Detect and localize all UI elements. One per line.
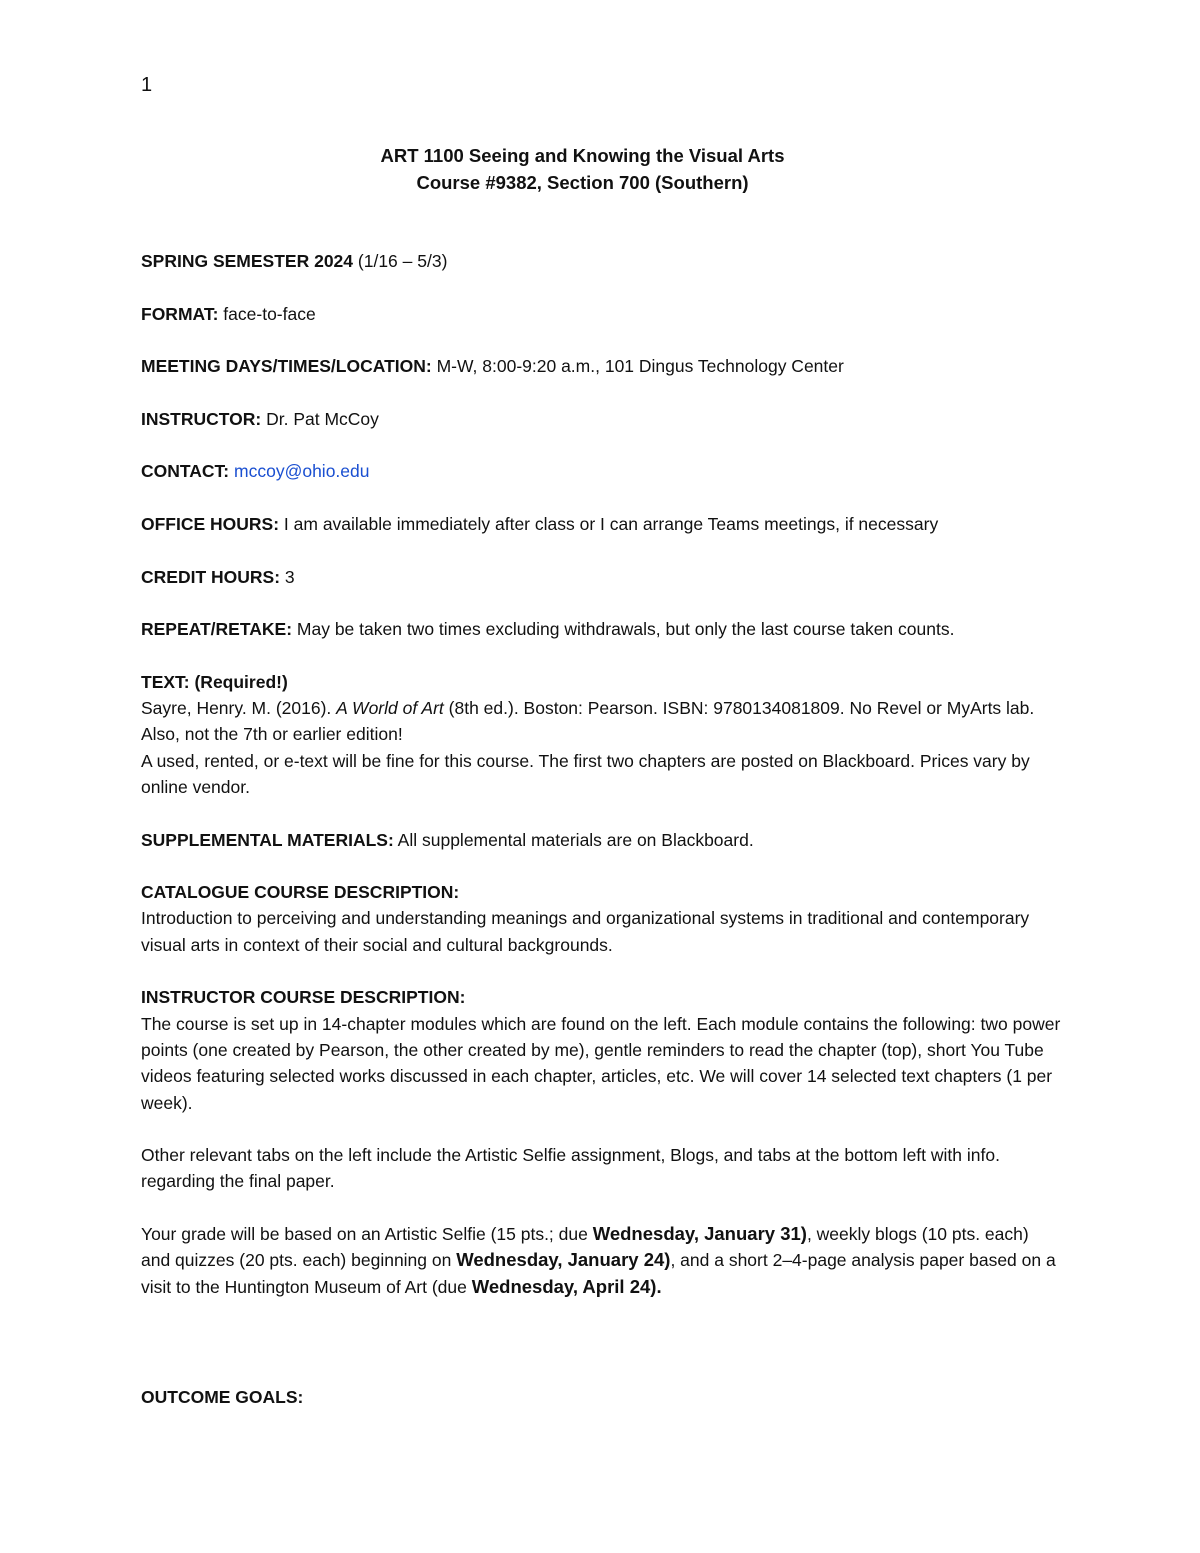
- meeting-field: [141, 353, 1061, 379]
- text-note: A used, rented, or e-text will be fine for this course. The first two chapters are posted on Blackboard. Prices vary by online vendor.: [141, 750, 1030, 797]
- course-header: [0, 142, 1165, 196]
- text-section: [141, 669, 1061, 800]
- office-hours-value: I am available immediately after class or I can arrange Teams meetings, if necessary: [279, 513, 939, 534]
- course-section: Course #9382, Section 700 (Southern): [416, 172, 749, 193]
- citation-details: (8th ed.). Boston: Pearson. ISBN: 9780134081809. No Revel or MyArts lab. Also, not the 7th or earlier edition!: [141, 698, 1035, 745]
- grade-text-2: , weekly blogs (10 pts. each) and quizzes (20 pts. each) beginning on: [141, 1223, 1029, 1271]
- office-hours-label: OFFICE HOURS:: [141, 513, 280, 534]
- syllabus-body: [141, 248, 1061, 1300]
- repeat-field: [141, 616, 1061, 642]
- text-label: TEXT: (Required!): [141, 671, 288, 692]
- due-date-selfie: Wednesday, January 31): [592, 1222, 807, 1244]
- contact-field: [141, 458, 1061, 484]
- supplemental-field: [141, 827, 1061, 853]
- due-date-paper: Wednesday, April 24): [471, 1275, 657, 1297]
- text-citation: [141, 695, 1061, 748]
- instructor-label: INSTRUCTOR:: [141, 408, 262, 429]
- semester-field: [141, 248, 1061, 274]
- instructor-description-para1: The course is set up in 14-chapter modules which are found on the left. Each module contains the following: two power points (one created by Pearson, the other created by me), gentle reminders to read the chapter (top), short You Tube videos featuring selected works discussed in each chapter, articles, etc. We will cover 14 selected text chapters (1 per week).: [141, 1013, 1061, 1113]
- instructor-field: [141, 406, 1061, 432]
- credit-hours-label: CREDIT HOURS:: [141, 566, 281, 587]
- course-title: ART 1100 Seeing and Knowing the Visual Arts: [380, 145, 785, 166]
- format-label: FORMAT:: [141, 303, 219, 324]
- grade-text-1: Your grade will be based on an Artistic Selfie (15 pts.; due: [141, 1223, 593, 1244]
- due-date-blogs: Wednesday, January 24): [456, 1249, 671, 1271]
- office-hours-field: [141, 511, 1061, 537]
- repeat-label: REPEAT/RETAKE:: [141, 619, 293, 640]
- credit-hours-field: [141, 564, 1061, 590]
- repeat-value: May be taken two times excluding withdrawals, but only the last course taken counts.: [292, 619, 955, 640]
- citation-title: A World of Art: [336, 698, 444, 719]
- contact-label: CONTACT:: [141, 461, 230, 482]
- format-value: face-to-face: [218, 303, 316, 324]
- catalogue-label: CATALOGUE COURSE DESCRIPTION:: [141, 882, 460, 903]
- instructor-description-label: INSTRUCTOR COURSE DESCRIPTION:: [141, 987, 466, 1008]
- semester-label: SPRING SEMESTER 2024: [141, 251, 354, 271]
- outcome-goals-heading: OUTCOME GOALS:: [141, 1387, 304, 1407]
- grade-text-4: .: [656, 1275, 662, 1297]
- supplemental-value: All supplemental materials are on Blackboard.: [393, 829, 754, 850]
- supplemental-label: SUPPLEMENTAL MATERIALS:: [141, 829, 394, 850]
- instructor-description-para3: [141, 1221, 1061, 1300]
- page-number: 1: [141, 74, 153, 96]
- instructor-description-para2: Other relevant tabs on the left include the Artistic Selfie assignment, Blogs, and tabs at the bottom left with info. regarding the final paper.: [141, 1145, 1000, 1192]
- credit-hours-value: 3: [280, 566, 295, 587]
- format-field: [141, 301, 1061, 327]
- meeting-value: M-W, 8:00-9:20 a.m., 101 Dingus Technology Center: [431, 356, 844, 377]
- catalogue-text: Introduction to perceiving and understanding meanings and organizational systems in traditional and contemporary visual arts in context of their social and cultural backgrounds.: [141, 908, 1030, 955]
- instructor-value: Dr. Pat McCoy: [261, 408, 379, 429]
- catalogue-section: [141, 879, 1061, 958]
- instructor-description-section: [141, 984, 1061, 1300]
- citation-author: Sayre, Henry. M. (2016).: [141, 698, 337, 719]
- grade-text-3: , and a short 2–4-page analysis paper based on a visit to the Huntington Museum of Art (due: [141, 1250, 1056, 1297]
- contact-email-link[interactable]: mccoy@ohio.edu: [234, 461, 370, 482]
- semester-value: (1/16 – 5/3): [353, 251, 448, 271]
- meeting-label: MEETING DAYS/TIMES/LOCATION:: [141, 356, 432, 377]
